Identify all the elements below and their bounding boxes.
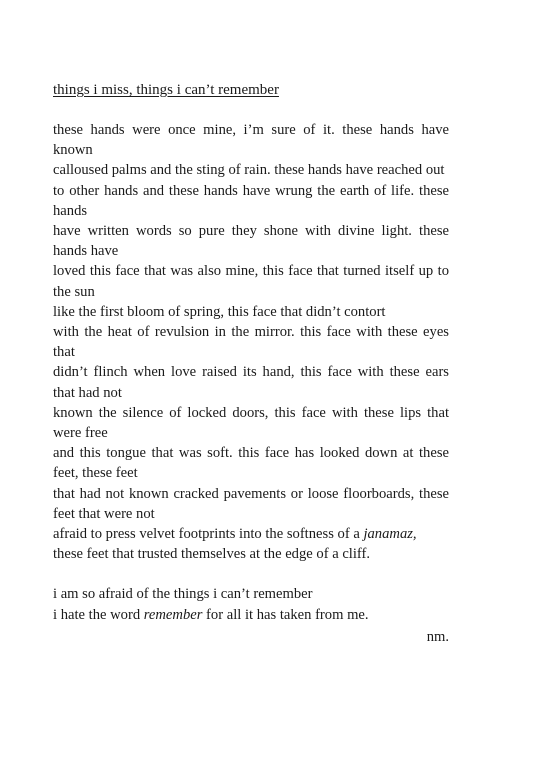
poem-line: to other hands and these hands have wrung the earth of life. these hands (53, 182, 449, 219)
poem-line: known the silence of locked doors, this face with these lips that were free (53, 404, 449, 442)
italic-word-janamaz: janamaz, (363, 526, 417, 543)
stanza-1 (53, 120, 449, 564)
poem-line-remember (53, 605, 449, 625)
poem-line: calloused palms and the sting of rain. these hands have reached out (53, 162, 445, 179)
author-signature: nm. (426, 628, 449, 645)
stanza-2 (53, 584, 449, 624)
poem-line-text: for all it has taken from me. (202, 606, 369, 623)
italic-word-remember: remember (143, 606, 203, 623)
poem-line: these hands were once mine, i’m sure of it. these hands have known (53, 122, 449, 159)
poem-line: with the heat of revulsion in the mirror. this face with these eyes that (53, 324, 449, 361)
poem-line: loved this face that was also mine, this face that turned itself up to the sun (53, 263, 449, 300)
poem-line: and this tongue that was soft. this face has looked down at these feet, these feet (53, 445, 449, 482)
poem-line-text: i hate the word (53, 606, 144, 623)
poem-line: i am so afraid of the things i can’t remember (53, 586, 313, 603)
poem-line: didn’t flinch when love raised its hand, this face with these ears that had not (53, 364, 449, 401)
poem-line: like the first bloom of spring, this face that didn’t contort (53, 303, 386, 320)
poem-line: that had not known cracked pavements or loose floorboards, these feet that were not (53, 485, 449, 522)
poem-title: things i miss, things i can’t remember (53, 82, 279, 98)
poem-line-janamaz (53, 524, 449, 544)
poem-line: have written words so pure they shone with divine light. these hands have (53, 223, 449, 260)
poem-line: these feet that trusted themselves at the edge of a cliff. (53, 546, 371, 563)
poem-line-text: afraid to press velvet footprints into the softness of a (53, 526, 364, 543)
poem-page (53, 80, 449, 647)
